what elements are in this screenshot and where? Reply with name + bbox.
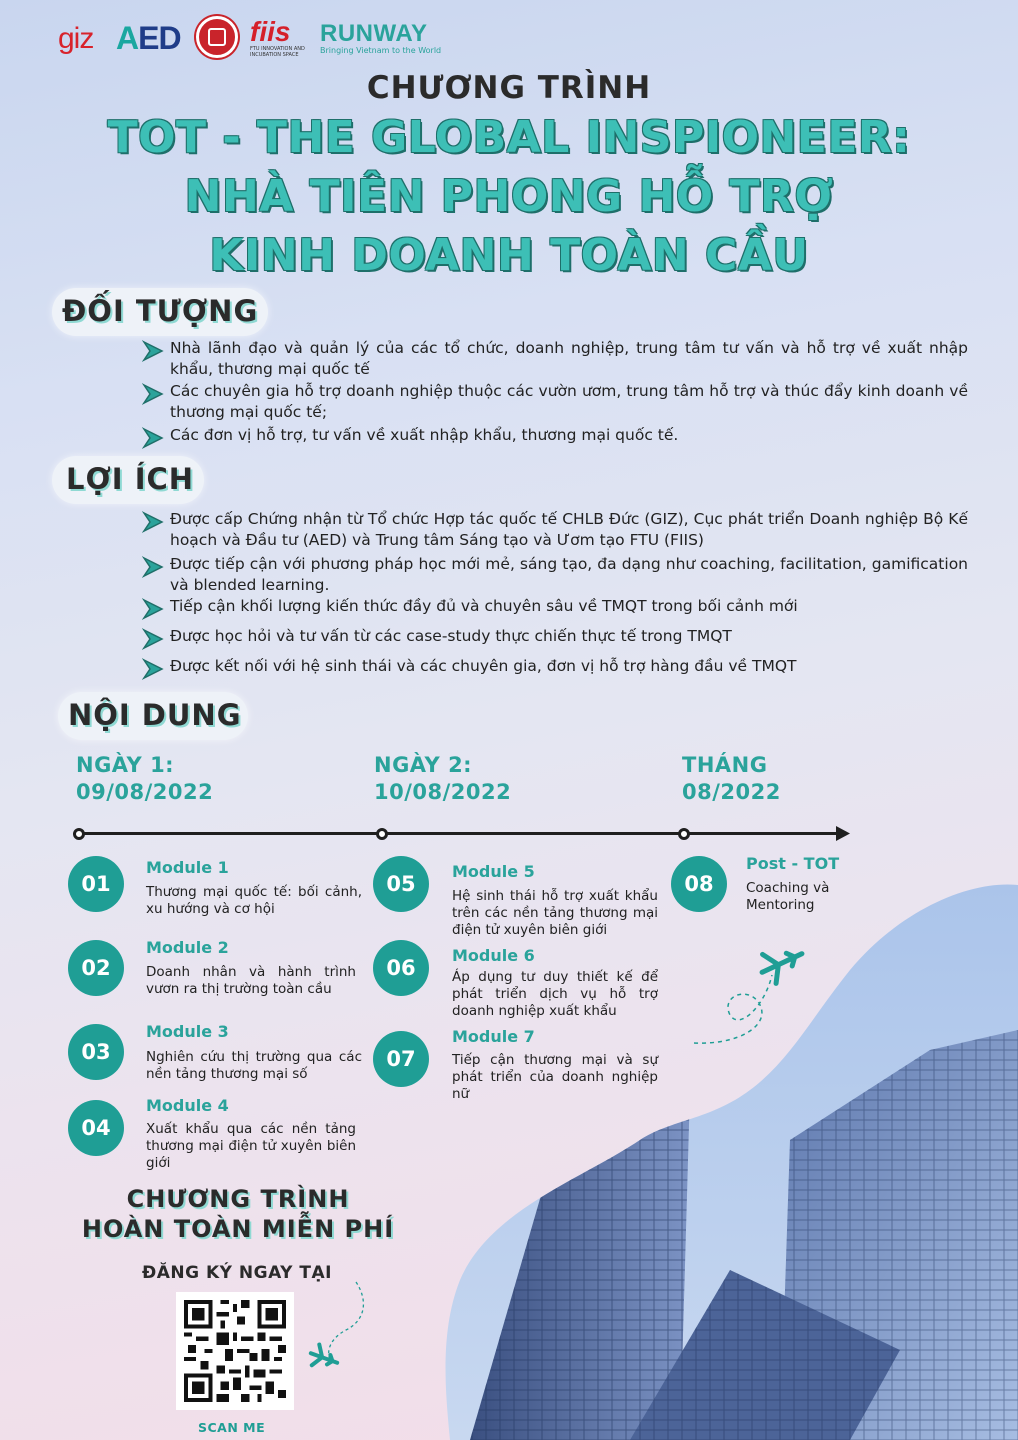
- giz-logo: giz: [58, 22, 94, 55]
- arrow-bullet-icon: [142, 383, 164, 405]
- benefit-item: Được tiếp cận với phương pháp học mới mẻ, sáng tạo, đa dạng như coaching, facilitation, gamification và blended learning.: [142, 554, 968, 596]
- module-title: Module 4: [146, 1096, 229, 1115]
- audience-item: Nhà lãnh đạo và quản lý của các tổ chức, doanh nghiệp, trung tâm tư vấn và hỗ trợ về xuất nhập khẩu, thương mại quốc tế: [142, 338, 968, 380]
- timeline-arrow-icon: [836, 826, 850, 841]
- benefit-item: Tiếp cận khối lượng kiến thức đầy đủ và chuyên sâu về TMQT trong bối cảnh mới: [142, 596, 968, 617]
- module-title: Module 1: [146, 858, 229, 877]
- module-desc: Áp dụng tư duy thiết kế để phát triển dịch vụ hỗ trợ doanh nghiệp xuất khẩu: [452, 969, 658, 1019]
- module-number-badge: 03: [68, 1024, 124, 1080]
- arrow-bullet-icon: [142, 556, 164, 578]
- module-desc: Coaching và Mentoring: [746, 880, 830, 913]
- arrow-bullet-icon: [142, 427, 164, 449]
- module-number-badge: 05: [373, 856, 429, 912]
- audience-item: Các đơn vị hỗ trợ, tư vấn về xuất nhập khẩu, thương mại quốc tế.: [142, 425, 968, 446]
- module-desc: Thương mại quốc tế: bối cảnh, xu hướng và cơ hội: [146, 884, 362, 917]
- module-desc: Hệ sinh thái hỗ trợ xuất khẩu trên các nền tảng thương mại điện tử xuyên biên giới: [452, 888, 658, 938]
- module-title: Post - TOT: [746, 854, 840, 873]
- airplane-path-icon: [296, 1280, 376, 1380]
- module-desc: Tiếp cận thương mại và sự phát triển của doanh nghiệp nữ: [452, 1052, 658, 1102]
- day-1-label: NGÀY 1: 09/08/2022: [76, 753, 214, 804]
- module-title: Module 2: [146, 938, 229, 957]
- benefit-item: Được kết nối với hệ sinh thái và các chuyên gia, đơn vị hỗ trợ hàng đầu về TMQT: [142, 656, 968, 677]
- title-line-3: KINH DOANH TOÀN CẦU: [209, 230, 809, 281]
- title-line-1: TOT - THE GLOBAL INSPIONEER:: [107, 112, 911, 163]
- month-label: THÁNG 08/2022: [682, 753, 781, 804]
- arrow-bullet-icon: [142, 658, 164, 680]
- aed-logo: AED: [116, 20, 181, 56]
- day-2-label: NGÀY 2: 10/08/2022: [374, 753, 512, 804]
- timeline-dot: [376, 828, 388, 840]
- pre-title: CHƯƠNG TRÌNH: [366, 70, 652, 106]
- timeline-dot: [73, 828, 85, 840]
- content-heading: NỘI DUNG: [68, 698, 242, 732]
- benefit-item: Được cấp Chứng nhận từ Tổ chức Hợp tác quốc tế CHLB Đức (GIZ), Cục phát triển Doanh nghiệp Bộ Kế hoạch và Đầu tư (AED) và Trung tâm Sáng tạo và Ươm tạo FTU (FIIS): [142, 509, 968, 551]
- module-number-badge: 02: [68, 940, 124, 996]
- audience-heading: ĐỐI TƯỢNG: [62, 294, 259, 328]
- timeline-dot: [678, 828, 690, 840]
- module-desc: Doanh nhân và hành trình vươn ra thị trường toàn cầu: [146, 964, 356, 997]
- module-number-badge: 04: [68, 1100, 124, 1156]
- module-title: Module 5: [452, 862, 535, 881]
- scan-me-label: SCAN ME: [198, 1420, 266, 1435]
- timeline-line: [78, 832, 840, 835]
- airplane-path-icon: [690, 935, 820, 1050]
- audience-item: Các chuyên gia hỗ trợ doanh nghiệp thuộc các vườn ươm, trung tâm hỗ trợ và thúc đẩy kinh doanh về thương mại quốc tế;: [142, 381, 968, 423]
- module-title: Module 7: [452, 1027, 535, 1046]
- module-number-badge: 06: [373, 940, 429, 996]
- qr-code[interactable]: [176, 1292, 294, 1410]
- register-label: ĐĂNG KÝ NGAY TẠI: [142, 1263, 332, 1283]
- module-number-badge: 01: [68, 856, 124, 912]
- module-desc: Xuất khẩu qua các nền tảng thương mại điện tử xuyên biên giới: [146, 1121, 356, 1171]
- module-desc: Nghiên cứu thị trường qua các nền tảng thương mại số: [146, 1049, 362, 1082]
- arrow-bullet-icon: [142, 628, 164, 650]
- arrow-bullet-icon: [142, 340, 164, 362]
- free-program-title: CHƯƠNG TRÌNH HOÀN TOÀN MIỄN PHÍ: [81, 1185, 395, 1243]
- benefit-item: Được học hỏi và tư vấn từ các case-study thực chiến thực tế trong TMQT: [142, 626, 968, 647]
- module-number-badge: 08: [671, 856, 727, 912]
- module-title: Module 6: [452, 946, 535, 965]
- runway-logo: RUNWAY Bringing Vietnam to the World: [320, 20, 442, 55]
- fiis-logo: fiis FTU INNOVATION AND INCUBATION SPACE: [250, 16, 305, 58]
- module-title: Module 3: [146, 1022, 229, 1041]
- benefits-heading: LỢI ÍCH: [66, 462, 195, 496]
- title-line-2: NHÀ TIÊN PHONG HỖ TRỢ: [184, 171, 834, 222]
- ftu-logo: [196, 16, 238, 58]
- module-number-badge: 07: [373, 1031, 429, 1087]
- arrow-bullet-icon: [142, 598, 164, 620]
- arrow-bullet-icon: [142, 511, 164, 533]
